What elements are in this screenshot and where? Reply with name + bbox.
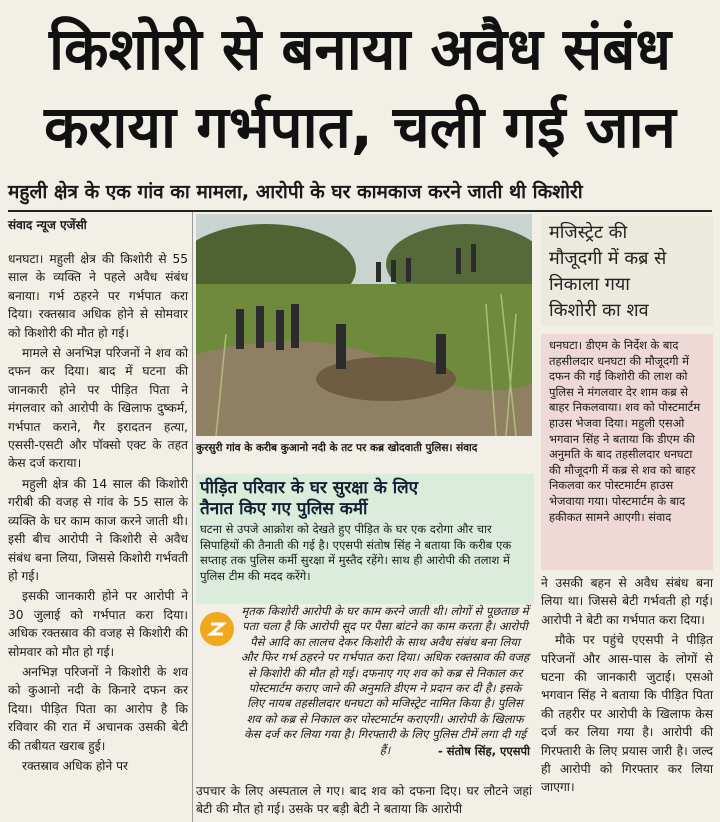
box-title-line-1: पीड़ित परिवार के घर सुरक्षा के लिए: [200, 478, 419, 498]
side-headline-line-1: मजिस्ट्रेट की: [549, 222, 628, 243]
subheadline: महुली क्षेत्र के एक गांव का मामला, आरोपी के घर कामकाज करने जाती थी किशोरी: [8, 178, 712, 212]
paragraph: रक्तस्राव अधिक होने पर: [22, 758, 129, 773]
box-body: घटना से उपजे आक्रोश को देखते हुए पीड़ित के घर एक दरोगा और चार सिपाहियों की तैनाती की गई है। एएसपी संतोष सिंह ने बताया कि करीब एक सप्ताह तक पुलिस कर्मी सुरक्षा में मुस्तैद रहेंगे। साथ ही आरोपी की तलाश में पुलिस टीम की मदद करेंगे।: [196, 520, 534, 604]
side-headline-line-2: मौजूदगी में कब्र से: [549, 248, 667, 269]
column-2-continuation: उपचार के लिए अस्पताल ले गए। बाद शव को दफना दिए। घर लौटने जहां बेटी की मौत हो गई। उसके पर बड़ी बेटी ने बताया कि आरोपी: [196, 784, 532, 816]
paragraph: मौके पर पहुंचे एएसपी ने पीड़ित परिजनों और आस-पास के लोगों से घटना की जानकारी जुटाई। एसओ भगवान सिंह ने बताया कि पीड़ित पिता की तहरीर पर आरोपी के खिलाफ केस दर्ज कर लिया गया है। आरोपी की गिरफ्तारी के लिए प्रयास जारी है। जल्द ही आरोपी को गिरफ्तार कर लिया जाएगा।: [541, 633, 713, 795]
paragraph: ने उसकी बहन से अवैध संबंध बना लिया था। जिससे बेटी गर्भवती हो गई। आरोपी ने बेटी का गर्भपात करा दिया।: [541, 576, 713, 627]
box-title-line-2: तैनात किए गए पुलिस कर्मी: [200, 499, 368, 519]
quote-signature: - संतोष सिंह, एएसपी: [438, 744, 530, 758]
article-column-3: [541, 574, 713, 799]
paragraph: अनभिज्ञ परिजनों ने किशोरी के शव को कुआनो नदी के किनारे दफन कर दिया। पीड़ित पिता का आरोप है कि रविवार की रात में अचानक उसकी बेटी की तबीयत खराब हुई।: [8, 664, 188, 753]
paragraph: महुली क्षेत्र की 14 साल की किशोरी गरीबी की वजह से गांव के 55 साल के व्यक्ति के घर काम काज करने जाती थी। इसी बीच आरोपी ने किशोरी से अवैध संबंध बना लिया, जिससे किशोरी गर्भवती हो गई।: [8, 476, 188, 583]
side-headline-line-3: निकाला गया: [549, 274, 630, 295]
paragraph: इसकी जानकारी होने पर आरोपी ने 30 जुलाई को गर्भपात करा दिया। अधिक रक्तस्राव की वजह से किशोरी की सोमवार को मौत हो गई।: [8, 589, 188, 659]
side-story-body: धनघटा। डीएम के निर्देश के बाद तहसीलदार धनघटा की मौजूदगी में दफन की गई किशोरी की लाश को पुलिस ने मंगलवार देर शाम कब्र से बाहर निकलवाया। शव को पोस्टमार्टम हाउस भेजवा दिया। महुली एसओ भगवान सिंह ने बताया कि डीएम की अनुमति के बाद तहसीलदार धनघटा की मौजूदगी में कब्र से शव को बाहर निकलवा कर पोस्टमार्टम हाउस भेजवाया गया। पोस्टमार्टम के बाद हकीकत सामने आएगी। संवाद: [541, 334, 713, 570]
quote-text: मृतक किशोरी आरोपी के घर काम करने जाती थी। लोगों से पूछताछ में पता चला है कि आरोपी सूद पर पैसा बांटने का काम करता है। आरोपी पैसे आदि का लालच देकर किशोरी के साथ अवैध संबंध बना लिया और फिर गर्भ ठहरने पर गर्भपात करा दिया। अधिक रक्तस्राव की वजह से किशोरी की मौत हो गई। दफनाए गए शव को कब्र से निकाल कर पोस्टमार्टम कराए जाने की अनुमति डीएम ने प्रदान कर दी है। इसके लिए नायब तहसीलदार धनघटा को मजिस्ट्रेट नामित किया है। पुलिस शव को कब्र से निकाल कर पोस्टमार्टम कराएगी। आरोपी के खिलाफ केस दर्ज कर लिया गया है। गिरफ्तारी के लिए पुलिस टीमें लगा दी गई हैं।: [240, 604, 530, 757]
side-headline-line-4: किशोरी का शव: [549, 300, 649, 321]
paragraph: मामले से अनभिज्ञ परिजनों ने शव को दफन कर दिया। बाद में घटना की जानकारी होने पर पीड़ित पिता ने मंगलवार को आरोपी के खिलाफ दुष्कर्म, गर्भपात कराने, गैर इरादतन हत्या, एससी-एसटी और पॉक्सो एक्ट के तहत केस दर्ज कराया।: [8, 346, 188, 471]
headline-line-2: कराया गर्भपात, चली गई जान: [44, 93, 676, 161]
article-column-1: [8, 250, 188, 777]
newspaper-logo-icon: [200, 612, 234, 646]
photo-illustration: [196, 214, 532, 436]
photo-caption: कुरसुरी गांव के करीब कुआनो नदी के तट पर कब्र खोदवाती पुलिस। संवाद: [196, 442, 478, 454]
byline: संवाद न्यूज एजेंसी: [8, 218, 87, 232]
sidebar-box-title: [196, 474, 534, 522]
column-divider: [192, 212, 193, 822]
side-headline: [541, 216, 713, 326]
headline-line-1: किशोरी से बनाया अवैध संबंध: [49, 15, 671, 83]
news-photo: [196, 214, 532, 436]
paragraph: धनघटा। महुली क्षेत्र की किशोरी से 55 साल के व्यक्ति ने पहले अवैध संबंध बनाया। गर्भ ठहरने पर गर्भपात करा दिया। रक्तस्राव अधिक होने से सोमवार को किशोरी की मौत हो गई।: [8, 252, 188, 340]
